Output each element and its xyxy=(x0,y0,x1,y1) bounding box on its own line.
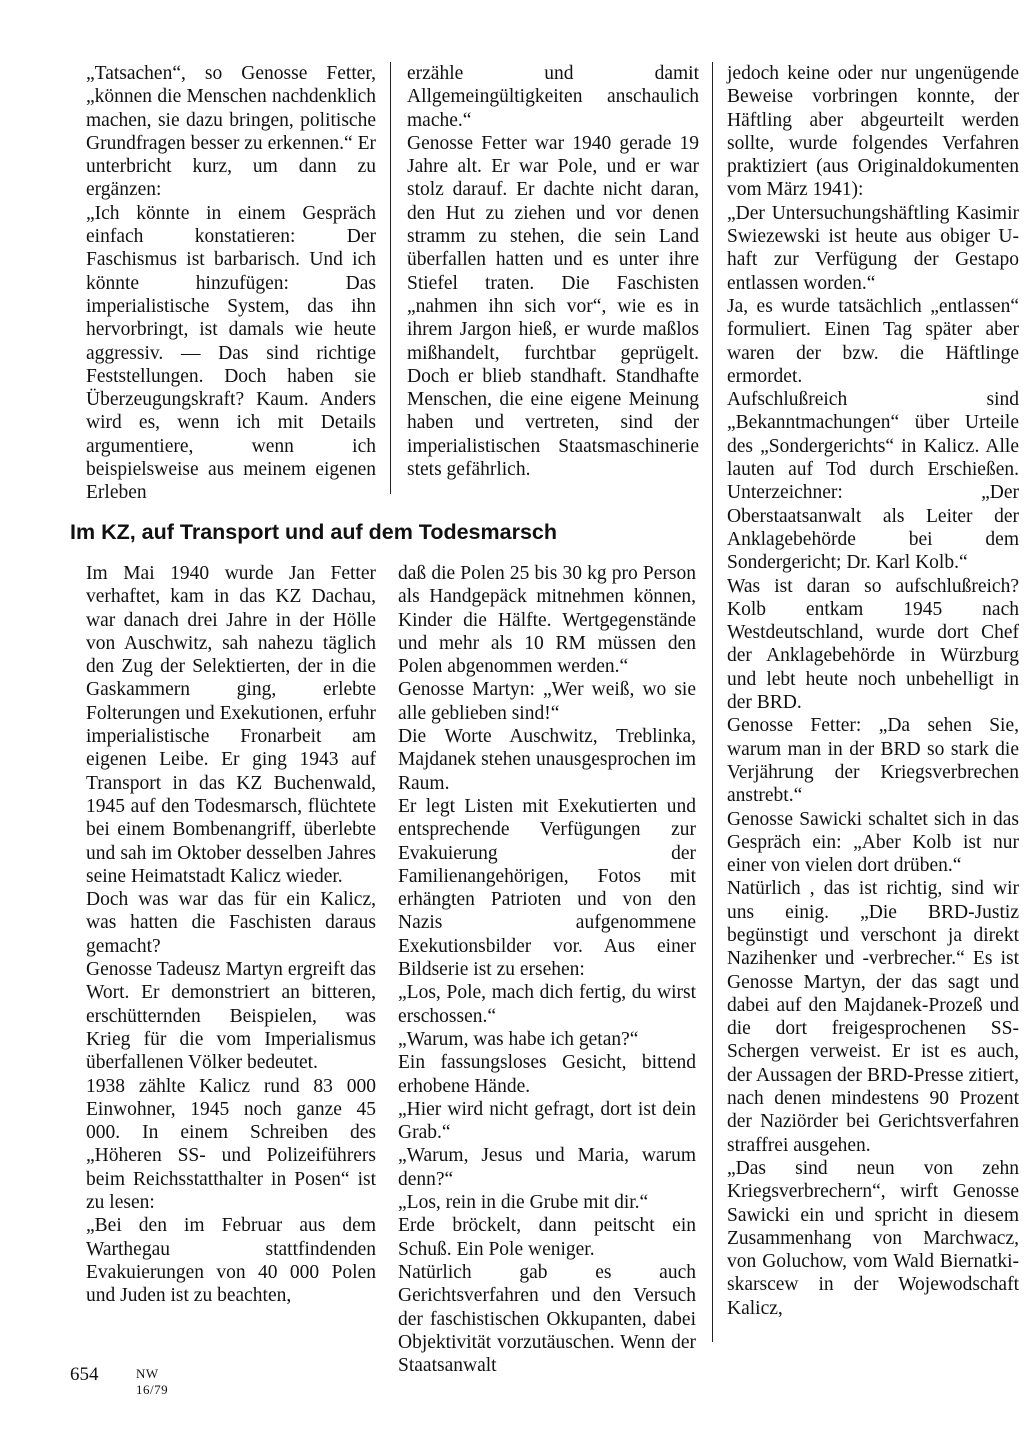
paragraph: Natürlich , das ist richtig, sind wir uns einig. „Die BRD-Justiz begünstigt und verschont ja direkt Nazihenker und -verbrecher.“ Es ist Genosse Martyn, der das sagt und dabei auf den Majdanek-Prozeß und die dort freigesprochenen SS-Schergen verweist. Er ist es auch, der Aussagen der BRD-Presse zitiert, nach denen mindestens 90 Prozent der Naziörder bei Gerichtsverfahren straffrei ausgehen. xyxy=(727,878,1019,1156)
paragraph: Genosse Sawicki schaltet sich in das Gespräch ein: „Aber Kolb ist nur einer von vielen dort drüben.“ xyxy=(727,808,1019,877)
bottom-column-1 xyxy=(86,562,376,1308)
paragraph: „Der Untersuchungshäftling Kasimir Swiezewski ist heute aus obiger U-haft zur Verfügung der Gestapo entlassen worden.“ xyxy=(727,202,1019,294)
paragraph: „Warum, Jesus und Maria, warum denn?“ xyxy=(398,1145,696,1190)
paragraph: Im Mai 1940 wurde Jan Fetter verhaftet, kam in das KZ Dachau, war danach drei Jahre in der Hölle von Auschwitz, sah nahezu täglich den Zug der Selektierten, der in die Gaskammern ging, erlebte Folterungen und Exekutionen, erfuhr imperialistische Fronarbeit am eigenen Leibe. Er ging 1943 auf Transport in das KZ Buchenwald, 1945 auf den Todesmarsch, flüchtete bei einem Bombenangriff, überlebte und sah im Oktober desselben Jahres seine Heimatstadt Kalicz wieder. xyxy=(86,563,376,887)
column-rule xyxy=(390,62,391,494)
paragraph: „Warum, was habe ich getan?“ xyxy=(398,1028,639,1050)
paragraph: daß die Polen 25 bis 30 kg pro Person als Handgepäck mitnehmen können, Kinder die Hälfte. Wertgegenstände und mehr als 10 RM müssen den Polen abgenommen werden.“ xyxy=(398,563,696,678)
paragraph: „Das sind neun von zehn Kriegsverbrechern“, wirft Genosse Sawicki ein und spricht in diesem Zusammenhang von Marchwacz, von Goluchow, vom Wald Biernatki-skarscew in der Wojewodschaft Kalicz, xyxy=(727,1157,1019,1319)
paragraph: Genosse Martyn: „Wer weiß, wo sie alle geblieben sind!“ xyxy=(398,679,696,724)
paragraph: Er legt Listen mit Exekutierten und entsprechende Verfügungen zur Evakuierung der Familienangehörigen, Fotos mit erhängten Patrioten und von den Nazis aufgenommene Exekutionsbilder vor. Aus einer Bildserie ist zu ersehen: xyxy=(398,795,696,981)
paragraph: Genosse Fetter: „Da sehen Sie, warum man in der BRD so stark die Verjährung der Kriegsverbrechen anstrebt.“ xyxy=(727,715,1019,807)
paragraph: „Bei den im Februar aus dem Warthegau stattfindenden Evakuierungen von 40 000 Polen und Juden ist zu beachten, xyxy=(86,1215,376,1307)
paragraph: Was ist daran so aufschlußreich? Kolb entkam 1945 nach Westdeutschland, wurde dort Chef der Anklagebehörde in Würzburg und lebt heute noch unbehelligt in der BRD. xyxy=(727,575,1019,714)
paragraph: „Ich könnte in einem Gespräch einfach konstatieren: Der Faschismus ist barbarisch. Und ich könnte hinzufügen: Das imperialistische System, das ihn hervorbringt, ist damals wie heute aggressiv. — Das sind richtige Feststellungen. Doch haben sie Überzeugungskraft? Kaum. Anders wird es, wenn ich mit Details argumentiere, wenn ich beispielsweise aus meinem eigenen Erleben xyxy=(86,202,376,504)
paragraph: „Los, Pole, mach dich fertig, du wirst erschossen.“ xyxy=(398,982,696,1027)
page-number: 654 xyxy=(70,1364,99,1385)
paragraph: erzähle und damit Allgemeingültigkeiten anschaulich mache.“ xyxy=(407,63,699,131)
paragraph: jedoch keine oder nur ungenügende Beweise vorbringen konnte, der Häftling aber abgeurteilt werden sollte, wurde folgendes Verfahren praktiziert (aus Originaldokumenten vom März 1941): xyxy=(727,63,1019,201)
section-headline: Im KZ, auf Transport und auf dem Todesmarsch xyxy=(70,520,558,544)
paragraph: Natürlich gab es auch Gerichtsverfahren und den Versuch der faschistischen Okkupanten, dabei Objektivität vorzutäuschen. Wenn der Staatsanwalt xyxy=(398,1261,696,1377)
top-column-1 xyxy=(86,62,376,505)
column-rule xyxy=(712,62,713,1342)
paragraph: „Los, rein in die Grube mit dir.“ xyxy=(398,1192,649,1214)
paragraph: Genosse Fetter war 1940 gerade 19 Jahre alt. Er war Pole, und er war stolz darauf. Er dachte nicht daran, den Hut zu ziehen und vor denen stramm zu stehen, die sein Land überfallen hatten und es unter ihre Stiefel traten. Die Faschisten „nahmen ihn sich vor“, wie es in ihrem Jargon hieß, er wurde maßlos mißhandelt, furchtbar geprügelt. Doch er blieb standhaft. Standhafte Menschen, die eine eigene Meinung haben und vertreten, sind der imperialistischen Staatsmaschinerie stets gefährlich. xyxy=(407,132,699,481)
right-column xyxy=(727,62,1019,1320)
paragraph: „Tatsachen“, so Genosse Fetter, „können die Menschen nachdenklich machen, sie dazu bringen, politische Grundfragen besser zu erkennen.“ Er unterbricht kurz, um dann zu ergänzen: xyxy=(86,63,376,201)
paragraph: Ja, es wurde tatsächlich „entlassen“ formuliert. Einen Tag später aber waren der bzw. die Häftlinge ermordet. xyxy=(727,295,1019,387)
paragraph: Ein fassungsloses Gesicht, bittend erhobene Hände. xyxy=(398,1052,696,1097)
paragraph: Aufschlußreich sind „Bekanntmachungen“ über Urteile des „Sondergerichts“ in Kalicz. Alle lauten auf Tod durch Erschießen. Unterzeichner: „Der Oberstaatsanwalt als Leiter der Anklagebehörde bei dem Sondergericht; Dr. Karl Kolb.“ xyxy=(727,389,1019,574)
paragraph: Erde bröckelt, dann peitscht ein Schuß. Ein Pole weniger. xyxy=(398,1215,696,1260)
paragraph: Genosse Tadeusz Martyn ergreift das Wort. Er demonstriert an bitteren, erschütternden Beispielen, was Krieg für die vom Imperialismus überfallenen Völker bedeutet. xyxy=(86,959,376,1074)
paragraph: Die Worte Auschwitz, Treblinka, Majdanek stehen unausgesprochen im Raum. xyxy=(398,726,696,794)
issue-label: NW 16/79 xyxy=(136,1366,169,1397)
top-column-2 xyxy=(407,62,699,481)
paragraph: „Hier wird nicht gefragt, dort ist dein Grab.“ xyxy=(398,1098,696,1144)
paragraph: Doch was war das für ein Kalicz, was hatten die Faschisten daraus gemacht? xyxy=(86,889,376,957)
bottom-column-2 xyxy=(398,562,696,1377)
paragraph: 1938 zählte Kalicz rund 83 000 Einwohner, 1945 noch ganze 45 000. In einem Schreiben des „Höheren SS- und Polizeiführers beim Reichsstatthalter in Posen“ ist zu lesen: xyxy=(86,1075,376,1214)
